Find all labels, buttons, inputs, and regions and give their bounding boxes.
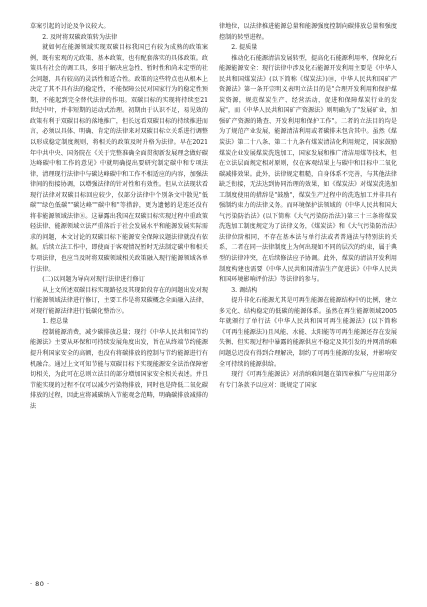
subsection-heading-adjust-structure: 3. 调结构 (231, 286, 258, 294)
subsection-heading-control-total: 1. 控总量 (42, 318, 69, 326)
paragraph: 推动化石能源清洁发展转型，提高化石能源利用率，保障化石能源能源安全：现行法律中涉及化石能源开发利用主要是《中华人民共和国煤炭法》(以下简称《煤炭法》)⑩，中华人民共和国矿产资源法》第一条开宗明义表明立法目的是"合理开发利用和保护煤炭资源，规范煤炭生产、经营活动，促进和保障煤炭行业的发展"，而《中华人民共和国矿产资源法》则明确为了"发展矿业，加强矿产资源的勘查、开发利用和保护工作"。二者的立法目的均是为了规范产业发展，能源清洁利用或者碳排未包含其中。虽然《煤炭法》第二十八条、第二十九条有煤炭清洁化利用规定，国家鼓励煤炭企业发展煤炭洗选加工，国家发展和推广清洁用煤等技术，但在立法层面规定相对原则，仅在客观结果上与碳中和目标中二氧化碳减排效果。此外，法律规定粗糙，自身体系不完善，与其他法律缺乏衔接，无法达到协同治理的效果，如《煤炭法》对煤炭洗选加工制度使用的措辞是"鼓励"，煤炭生产过程中的洗选加工并非具有强制约束力的法律义务。而环境保护法领域的《中华人民共和国大气污染防治法》(以下简称《大气污染防治法》)第三十三条将煤炭洗选加工制度规定为了法律义务，《煤炭法》和《大气污染防治法》法律位阶相同，不存在基本法与单行法或者普通法与特别法的关系，二者在同一法律制度上为何出现如不同的层次的约束，属于典型的法律冲突，在后续修法应予协调。此外，煤炭的清洁开发利用制度构建也需要《中华人民共和国清洁生产促进法》《中华人民共和国环境影响评价法》等法律的参与。 (219, 54, 397, 284)
paragraph: 从上文所述双碳目标实现路径及其现阶段存在的问题出发对现行能源领域法律进行修订，主要工作是将双碳概念全面融入法律，对现行能源法律进行低碳化整治⑨。 (30, 286, 208, 315)
left-column (30, 22, 208, 412)
paragraph-continuation: 草案引起的讨论及争议较大。 (30, 23, 110, 30)
paragraph-continuation: 律地位，以法律推进能源总量和能源强度控制向碳排放总量和强度控制的转型进程。 (219, 23, 397, 41)
paragraph: 现行《可再生能源法》对消纳难问题在第四章推广与应用部分有专门条款予以应对：既规定了国家 (219, 371, 397, 389)
paragraph: 提升非化石能源尤其是可再生能源在能源结构中的比例，建立多元化、结构稳定的低碳的能源体系。虽然在再生能源领域2005年就颁行了单行法《中华人民共和国可再生能源法》(以下简称《可再生能源法》)且风能、水能、太阳能等可再生能源还存在发展失衡、但实现过程中暴露的能源供应不稳定及其引发的并网消纳难问题总迟没有得到合理解决，制约了可再生能源的发展，并影响安全可持续的能源供给。 (219, 297, 397, 368)
page-number: · 80 · (30, 580, 50, 588)
paragraph: 就如何在能源领域实现双碳目标我国已有较为成熟的政策案例，既有宏观的元政策、基本政策，也有配套落实的具体政策。政策具有社会的调工具，多用于解决应急性、暂时性和尚未定型的社会问题，具有较高的灵活性和适合性。政策的这些特点也从根本上决定了其不具有法的稳定性，不能保障公民对国家行为的稳定性预期，不能起到完全替代法律的作用。双碳目标的实现将持续至21世纪中叶，并非短期的运动式治理。初期由于认识不足，易见效的政策有利于双碳目标的落地推广，但长远看双碳目标的持续推进而言，必须以具体、明确、肯定的法律来对双碳目标立关系进行调整以形成稳定制度规则，将相关的政策及时升格为法律。早在2021年中共中央、国务院在《关于完整准确全面贯彻新发展理念做好碳达峰碳中和工作的意见》中就明确提出要研究制定碳中和专项法律，清理现行法律中与碳达峰碳中和工作不相适应的内容，加强法律间的衔接协调，以增强法律的针对性和有效性。但从立法现状看现行法律对双碳目标回应较少，仅部分法律中个别条文中散见"低碳""绿色低碳""碳达峰""碳中和"等措辞，更为遗憾的是连还没有将非能源领域法律⑧。这暴露出我国在双碳目标实现过程中重政策轻法律、能源领域立法严重落后于社会发展水平和能源发展实际需求的问题，本文讨论的双碳目标下能源安全保障议题法律就没有依据。后续立法工作中，即使面于客观情况暂时无法制定碳中和相关专项法律，也应当及时将双碳领域相关政策融入现行能源领域各单行法律。 (30, 44, 208, 273)
section-heading-2: 2. 及时将双碳政策转为法律 (42, 33, 118, 41)
section-heading-revision: (二)以问题为导向对现行法律进行修订 (42, 276, 145, 284)
right-column (219, 22, 397, 391)
paragraph: 控制能源消费，减少碳排放总量；现行《中华人民共和国节约能源法》主要从环保和可持续发展角度出发，旨在从终端节约能源提升利国家安全的高额，也没有将碳排放的控制与节约能源进行有机融合。通过上文可知节能与双碳目标下实现能源安全法治保障密切相关，为此可在总则立法目的部分增加国家安全相关表述。并且节能实现的过程不仅可以减少污染物排放，同时也是降低二氧化碳排放的过程，因此应将减碳纳入节能观念范畴，明确碳排放减排的法 (30, 328, 208, 410)
subsection-heading-improve-quality: 2. 提质量 (231, 44, 258, 52)
